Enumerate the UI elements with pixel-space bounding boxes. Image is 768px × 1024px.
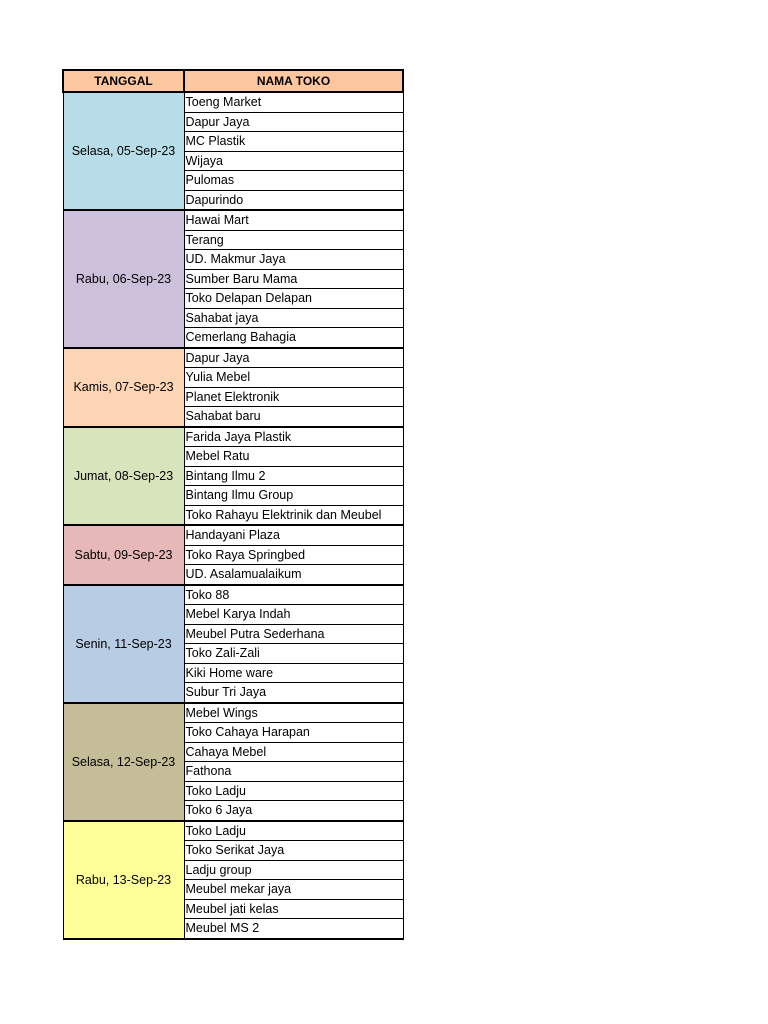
schedule-table	[62, 69, 404, 940]
store-name-cell: Fathona	[184, 762, 403, 782]
header-row	[63, 70, 403, 92]
date-cell: Rabu, 13-Sep-23	[63, 821, 184, 939]
store-name-cell: Meubel MS 2	[184, 919, 403, 939]
store-name-cell: Toko Delapan Delapan	[184, 289, 403, 309]
table-row	[63, 703, 403, 723]
store-name-cell: Meubel jati kelas	[184, 899, 403, 919]
table-row	[63, 585, 403, 605]
store-name-cell: Meubel Putra Sederhana	[184, 624, 403, 644]
table-row	[63, 348, 403, 368]
schedule-body	[63, 92, 403, 939]
store-name-cell: Bintang Ilmu Group	[184, 486, 403, 506]
store-name-cell: Mebel Wings	[184, 703, 403, 723]
store-name-cell: Subur Tri Jaya	[184, 683, 403, 703]
store-name-cell: Cahaya Mebel	[184, 742, 403, 762]
store-name-cell: Sahabat baru	[184, 407, 403, 427]
store-name-cell: Bintang Ilmu 2	[184, 466, 403, 486]
store-name-cell: Kiki Home ware	[184, 663, 403, 683]
store-name-cell: UD. Makmur Jaya	[184, 250, 403, 270]
store-name-cell: Mebel Ratu	[184, 447, 403, 467]
store-name-cell: Toko 6 Jaya	[184, 801, 403, 821]
store-name-cell: Farida Jaya Plastik	[184, 427, 403, 447]
table-row	[63, 92, 403, 112]
store-name-cell: Planet Elektronik	[184, 387, 403, 407]
store-name-cell: MC Plastik	[184, 132, 403, 152]
store-name-cell: Sahabat jaya	[184, 308, 403, 328]
store-name-cell: UD. Asalamualaikum	[184, 565, 403, 585]
store-name-cell: Terang	[184, 230, 403, 250]
store-name-cell: Meubel mekar jaya	[184, 880, 403, 900]
store-name-cell: Mebel Karya Indah	[184, 605, 403, 625]
store-name-cell: Toko Serikat Jaya	[184, 841, 403, 861]
table-row	[63, 427, 403, 447]
store-name-cell: Toko Rahayu Elektrinik dan Meubel	[184, 505, 403, 525]
store-name-cell: Toko Zali-Zali	[184, 644, 403, 664]
table-row	[63, 821, 403, 841]
store-name-cell: Toko Raya Springbed	[184, 545, 403, 565]
table-row	[63, 525, 403, 545]
store-name-cell: Toko Ladju	[184, 781, 403, 801]
date-cell: Jumat, 08-Sep-23	[63, 427, 184, 526]
store-name-cell: Dapurindo	[184, 190, 403, 210]
date-cell: Selasa, 05-Sep-23	[63, 92, 184, 210]
store-name-cell: Toeng Market	[184, 92, 403, 112]
store-name-cell: Toko Cahaya Harapan	[184, 723, 403, 743]
store-name-cell: Sumber Baru Mama	[184, 269, 403, 289]
date-cell: Selasa, 12-Sep-23	[63, 703, 184, 821]
schedule-sheet	[62, 69, 402, 940]
store-name-cell: Pulomas	[184, 171, 403, 191]
store-name-cell: Cemerlang Bahagia	[184, 328, 403, 348]
date-cell: Rabu, 06-Sep-23	[63, 210, 184, 348]
header-date: TANGGAL	[63, 70, 184, 92]
store-name-cell: Toko Ladju	[184, 821, 403, 841]
date-cell: Kamis, 07-Sep-23	[63, 348, 184, 427]
store-name-cell: Ladju group	[184, 860, 403, 880]
store-name-cell: Toko 88	[184, 585, 403, 605]
store-name-cell: Wijaya	[184, 151, 403, 171]
date-cell: Senin, 11-Sep-23	[63, 585, 184, 703]
store-name-cell: Handayani Plaza	[184, 525, 403, 545]
table-row	[63, 210, 403, 230]
store-name-cell: Hawai Mart	[184, 210, 403, 230]
date-cell: Sabtu, 09-Sep-23	[63, 525, 184, 585]
header-store-name: NAMA TOKO	[184, 70, 403, 92]
store-name-cell: Dapur Jaya	[184, 348, 403, 368]
store-name-cell: Yulia Mebel	[184, 368, 403, 388]
store-name-cell: Dapur Jaya	[184, 112, 403, 132]
